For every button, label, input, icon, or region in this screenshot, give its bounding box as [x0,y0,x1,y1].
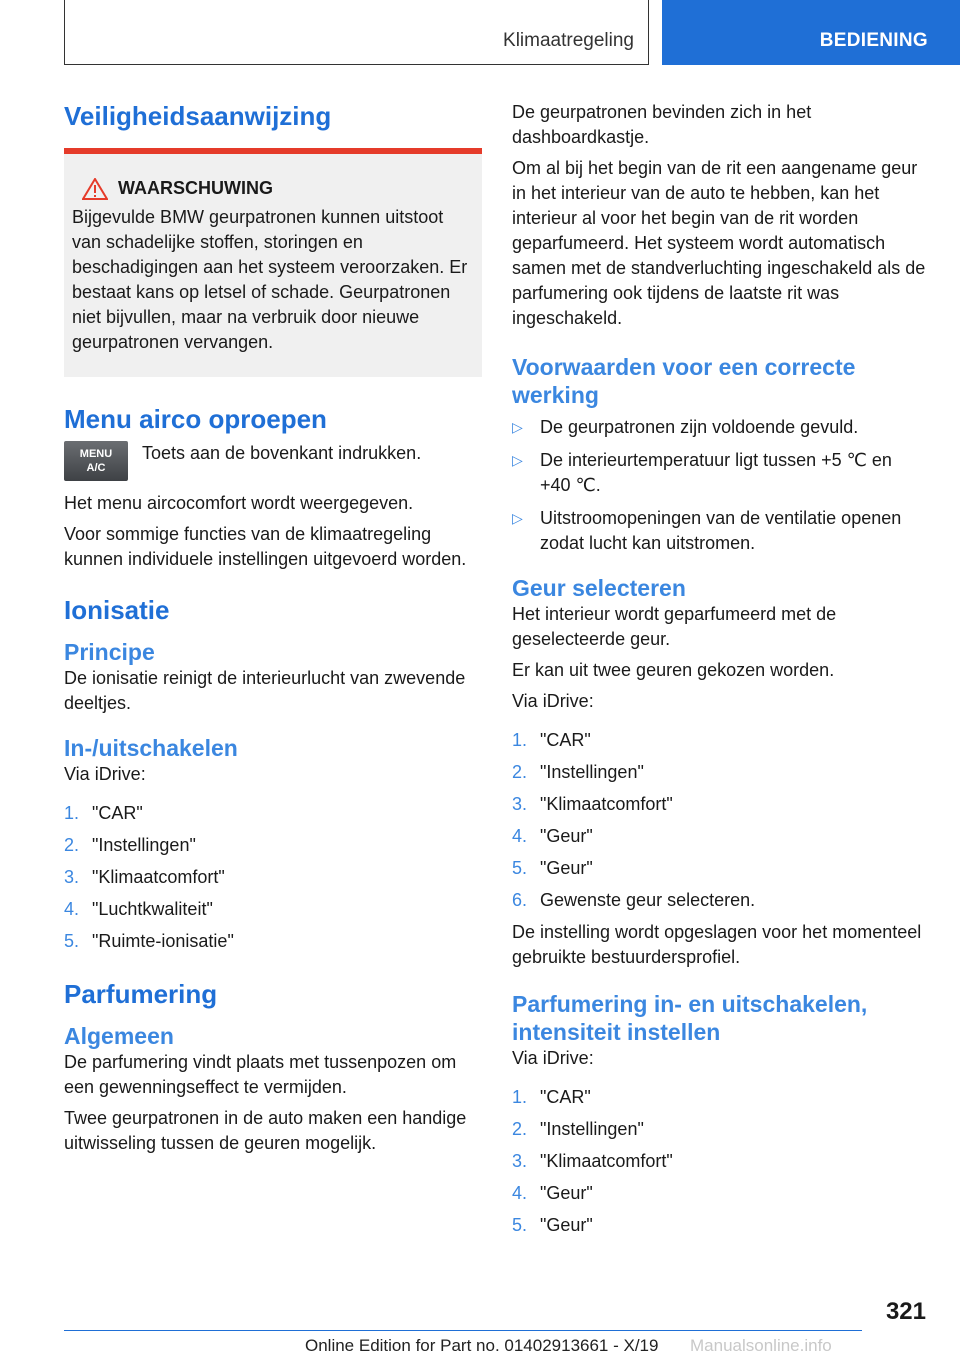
menu-paragraph-1: Het menu aircocomfort wordt weergegeven. [64,493,414,513]
list-item: 1. "CAR" [512,730,591,750]
heading-safety: Veiligheidsaanwijzing [64,101,332,131]
via-idrive-label: Via iDrive: [512,1048,594,1068]
list-item: 3. "Klimaatcomfort" [512,1151,673,1171]
heading-select-scent: Geur selecteren [512,575,686,601]
general-paragraph-2: Twee geurpatronen in de auto maken een handige uitwisseling tussen de geuren mogelijk. [64,1108,467,1153]
scent-saved-paragraph: De instelling wordt opgeslagen voor het momenteel gebruikte bestuurdersprofiel. [512,922,922,967]
footer-watermark: Manualsonline.info [690,1336,832,1355]
header-chapter-tab[interactable] [662,0,960,65]
list-item: ▷ De interieurtemperatuur ligt tussen +5 ℃ en +40 ℃. [512,448,927,498]
triangle-bullet-icon: ▷ [512,452,523,468]
heading-menu: Menu airco oproepen [64,404,327,434]
warning-title-row [72,176,474,201]
warning-box [64,148,482,377]
header-section-title: Klimaatregeling [503,30,634,51]
list-item: 3. "Klimaatcomfort" [64,867,225,887]
ionisation-steps [64,801,482,954]
list-item: ▷ De geurpatronen zijn voldoende gevuld. [512,415,927,440]
list-item: ▷ Uitstroomopeningen van de ventilatie openen zodat lucht kan uitstromen. [512,506,927,556]
warning-text: Bijgevulde BMW geurpatronen kunnen uitstoot van schadelijke stoffen, storingen en beschadigingen aan het systeem veroorzaken. Er bestaat kans op letsel of schade. Geurpatronen niet bijvullen, maar na verbruik door nieuwe geurpatronen vervangen. [72,207,468,352]
footer-divider [64,1330,862,1331]
menu-instruction: Toets aan de bovenkant indrukken. [142,443,422,463]
warning-title: WAARSCHUWING [118,178,273,198]
heading-conditions: Voorwaarden voor een correcte werking [512,354,856,408]
triangle-bullet-icon: ▷ [512,419,523,435]
list-item: 2. "Instellingen" [64,835,196,855]
heading-onoff: In-/uitschakelen [64,735,238,761]
header-chapter-label: BEDIENING [819,30,928,51]
list-item: 2. "Instellingen" [512,1119,644,1139]
list-item: 4. "Geur" [512,1183,593,1203]
list-item: 2. "Instellingen" [512,762,644,782]
heading-general: Algemeen [64,1023,174,1049]
page-number: 321 [885,1298,926,1325]
heading-perfume: Parfumering [64,979,218,1009]
cartridge-location: De geurpatronen bevinden zich in het dashboardkastje. [512,102,812,147]
list-item: 3. "Klimaatcomfort" [512,794,673,814]
list-item: 5. "Geur" [512,1215,593,1235]
list-item: 5. "Ruimte-ionisatie" [64,931,234,951]
principle-text: De ionisatie reinigt de interieurlucht van zwevende deeltjes. [64,668,466,713]
conditions-list [512,415,927,556]
menu-paragraph-2: Voor sommige functies van de klimaatregeling kunnen individuele instellingen uitgevoerd worden. [64,524,467,569]
menu-button-row [64,441,482,481]
heading-perfume-onoff: Parfumering in- en uitschakelen, intensiteit instellen [512,991,868,1045]
general-paragraph-1: De parfumering vindt plaats met tussenpozen om een gewenningseffect te vermijden. [64,1052,457,1097]
warning-triangle-icon [82,178,108,200]
perfume-steps [512,1085,927,1238]
preperfume-paragraph: Om al bij het begin van de rit een aangename geur in het interieur van de auto te hebben, kan het interieur al voor het begin van de rit worden geparfumeerd. Het systeem wordt automatisch samen met de standverluchting ingeschakeld als de parfumering ook tijdens de laatste rit was ingeschakeld. [512,158,926,328]
list-item: 1. "CAR" [512,1087,591,1107]
header-section-box [64,0,649,65]
list-item: 1. "CAR" [64,803,143,823]
footer-edition: Online Edition for Part no. 01402913661 - X/19 [305,1336,659,1355]
menu-ac-button-icon: MENU A/C [64,441,128,481]
scent-steps [512,728,927,913]
heading-principle: Principe [64,639,155,665]
list-item: 4. "Luchtkwaliteit" [64,899,213,919]
left-column [64,100,482,1162]
right-column [512,100,927,1245]
list-item: 6. Gewenste geur selecteren. [512,890,756,910]
list-item: 5. "Geur" [512,858,593,878]
via-idrive-label: Via iDrive: [512,691,594,711]
via-idrive-label: Via iDrive: [64,764,146,784]
heading-ionisation: Ionisatie [64,595,170,625]
list-item: 4. "Geur" [512,826,593,846]
scent-paragraph-2: Er kan uit twee geuren gekozen worden. [512,660,835,680]
scent-paragraph-1: Het interieur wordt geparfumeerd met de geselecteerde geur. [512,604,837,649]
triangle-bullet-icon: ▷ [512,510,523,526]
